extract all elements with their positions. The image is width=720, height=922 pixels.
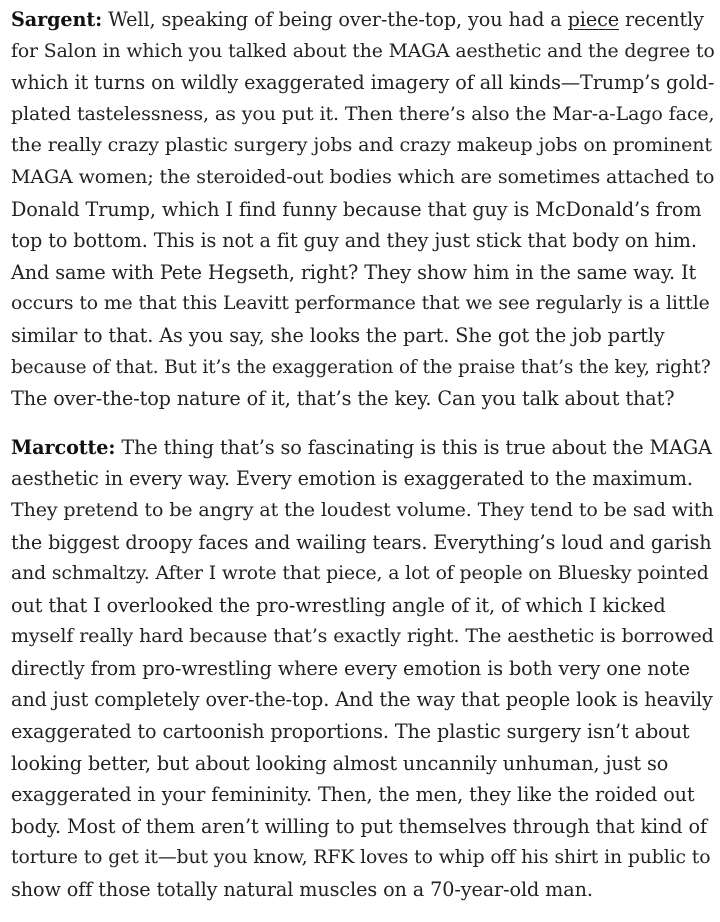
text-line: torture to get it—but you know, RFK loves to whip off his shirt in public to	[11, 847, 711, 869]
text-line: and just completely over-the-top. And the way that people look is heavily	[11, 688, 713, 712]
text-line: because of that. But it’s the exaggeration of the praise that’s the key, right?	[11, 356, 711, 378]
text-line: And same with Pete Hegseth, right? They show him in the same way. It	[11, 260, 697, 284]
text-line	[11, 4, 715, 36]
article-body	[11, 4, 715, 906]
text-line: which it turns on wildly exaggerated imagery of all kinds—Trump’s gold-	[11, 71, 715, 95]
text-line: out that I overlooked the pro-wrestling angle of it, of which I kicked	[11, 593, 666, 617]
paragraph-marcotte	[11, 432, 715, 906]
text-line: exaggerated in your femininity. Then, the men, they like the roided out	[11, 783, 695, 807]
text-line: The over-the-top nature of it, that’s the key. Can you talk about that?	[11, 387, 675, 411]
text-line: similar to that. As you say, she looks the part. She got the job partly	[11, 323, 665, 347]
text-line: exaggerated to cartoonish proportions. The plastic surgery isn’t about	[11, 720, 690, 744]
text-line: Donald Trump, which I find funny because that guy is McDonald’s from	[11, 197, 702, 221]
text-line: show off those totally natural muscles on a 70-year-old man.	[11, 878, 593, 902]
text-line: directly from pro-wrestling where every emotion is both very one note	[11, 656, 690, 680]
speaker-name: Sargent:	[11, 8, 103, 31]
text-line: myself really hard because that’s exactly right. The aesthetic is borrowed	[11, 625, 714, 648]
text-segment: recently	[619, 8, 704, 31]
text-line: aesthetic in every way. Every emotion is exaggerated to the maximum.	[11, 467, 693, 491]
text-line: looking better, but about looking almost uncannily unhuman, just so	[11, 751, 669, 775]
text-line: and schmaltzy. After I wrote that piece, a lot of people on Bluesky pointed	[11, 563, 709, 585]
text-line: occurs to me that this Leavitt performance that we see regularly is a little	[11, 293, 710, 315]
text-line: for Salon in which you talked about the MAGA aesthetic and the degree to	[11, 40, 715, 62]
text-line: plated tastelessness, as you put it. Then there’s also the Mar-a-Lago face,	[11, 102, 715, 125]
text-line: They pretend to be angry at the loudest volume. They tend to be sad with	[11, 498, 714, 521]
text-line: MAGA women; the steroided-out bodies which are sometimes attached to	[11, 165, 715, 188]
text-segment: The thing that’s so fascinating is this is true about the MAGA	[115, 435, 712, 459]
text-line: body. Most of them aren’t willing to put themselves through that kind of	[11, 814, 707, 838]
paragraph-sargent	[11, 4, 715, 415]
text-line: top to bottom. This is not a fit guy and they just stick that body on him.	[11, 229, 697, 253]
text-segment: Well, speaking of being over-the-top, you had a	[102, 8, 568, 31]
text-line: the really crazy plastic surgery jobs and crazy makeup jobs on prominent	[11, 134, 712, 157]
speaker-name: Marcotte:	[11, 435, 116, 459]
text-line: the biggest droopy faces and wailing tears. Everything’s loud and garish	[11, 530, 712, 554]
text-line	[11, 432, 715, 464]
piece-link[interactable]: piece	[567, 8, 620, 31]
